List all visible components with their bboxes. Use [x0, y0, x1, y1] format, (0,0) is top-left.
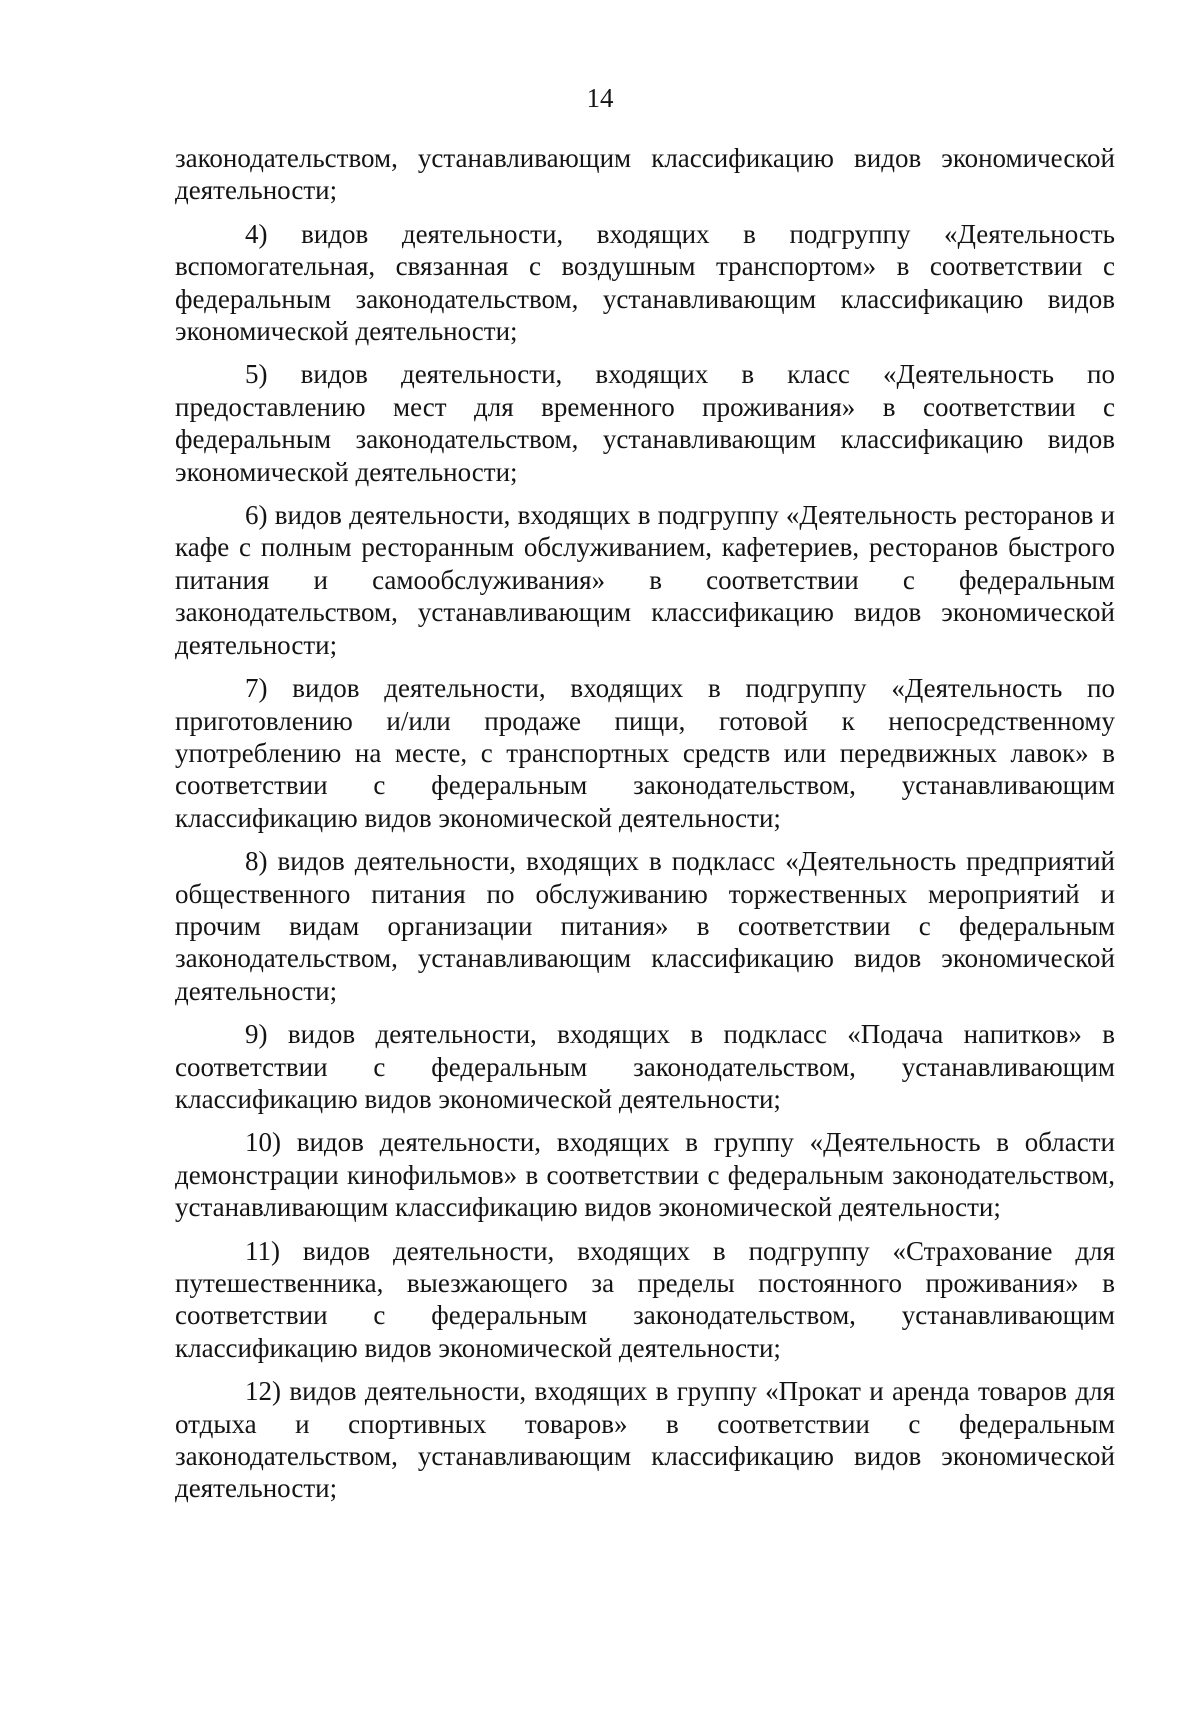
list-item-number: 11)	[245, 1235, 280, 1266]
list-item-number: 5)	[245, 359, 268, 390]
list-item-number: 9)	[245, 1019, 268, 1050]
list-item-number: 6)	[245, 500, 268, 531]
list-item-7	[175, 672, 1115, 834]
list-item-10	[175, 1126, 1115, 1223]
paragraph-continuation	[175, 142, 1115, 207]
list-item-text: видов деятельности, входящих в подкласс «Подача напитков» в соответствии с федеральным законодательством, устанавливающим классификацию видов экономической деятельности;	[175, 1019, 1116, 1114]
list-item-text: видов деятельности, входящих в подгруппу «Деятельность ресторанов и кафе с полным ресторанным обслуживанием, кафетериев, ресторанов быстрого питания и самообслуживания» в соответствии с федеральным законодательством, устанавливающим классификацию видов экономической деятельности;	[175, 500, 1115, 660]
list-item-text: видов деятельности, входящих в подгруппу «Деятельность вспомогательная, связанная с воздушным транспортом» в соответствии с федеральным законодательством, устанавливающим классификацию видов экономической деятельности;	[175, 218, 1115, 347]
page-number: 14	[586, 83, 614, 113]
list-item-text: видов деятельности, входящих в класс «Деятельность по предоставлению мест для временного проживания» в соответствии с федеральным законодательством, устанавливающим классификацию видов экономической деятельности;	[175, 359, 1115, 487]
list-item-text: видов деятельности, входящих в подгруппу «Страхование для путешественника, выезжающего за пределы постоянного проживания» в соответствии с федеральным законодательством, устанавливающим классификацию видов экономической деятельности;	[175, 1235, 1115, 1363]
list-item-text: видов деятельности, входящих в группу «Прокат и аренда товаров для отдыха и спортивных товаров» в соответствии с федеральным законодательством, устанавливающим классификацию видов экономической деятельности;	[175, 1376, 1116, 1504]
document-body	[175, 142, 1115, 1516]
list-item-12	[175, 1375, 1115, 1505]
list-item-6	[175, 499, 1115, 661]
list-item-number: 7)	[245, 673, 268, 704]
list-item-text: видов деятельности, входящих в группу «Деятельность в области демонстрации кинофильмов» в соответствии с федеральным законодательством, устанавливающим классификацию видов экономической деятельности;	[175, 1127, 1115, 1223]
list-item-number: 10)	[245, 1127, 281, 1158]
list-item-11	[175, 1235, 1115, 1365]
list-item-4	[175, 218, 1115, 348]
list-item-number: 8)	[245, 846, 268, 877]
list-item-8	[175, 845, 1115, 1007]
list-item-9	[175, 1018, 1115, 1115]
list-item-text: видов деятельности, входящих в подкласс «Деятельность предприятий общественного питания по обслуживанию торжественных мероприятий и прочим видам организации питания» в соответствии с федеральным законодательством, устанавливающим классификацию видов экономической деятельности;	[175, 846, 1115, 1006]
list-item-5	[175, 358, 1115, 488]
list-item-number: 4)	[245, 218, 268, 249]
paragraph-text: законодательством, устанавливающим классификацию видов экономической деятельности;	[175, 143, 1115, 206]
list-item-text: видов деятельности, входящих в подгруппу «Деятельность по приготовлению и/или продаже пищи, готовой к непосредственному употреблению на месте, с транспортных средств или передвижных лавок» в соответствии с федеральным законодательством, устанавливающим классификацию видов экономической деятельности;	[175, 673, 1116, 833]
list-item-number: 12)	[245, 1376, 281, 1407]
